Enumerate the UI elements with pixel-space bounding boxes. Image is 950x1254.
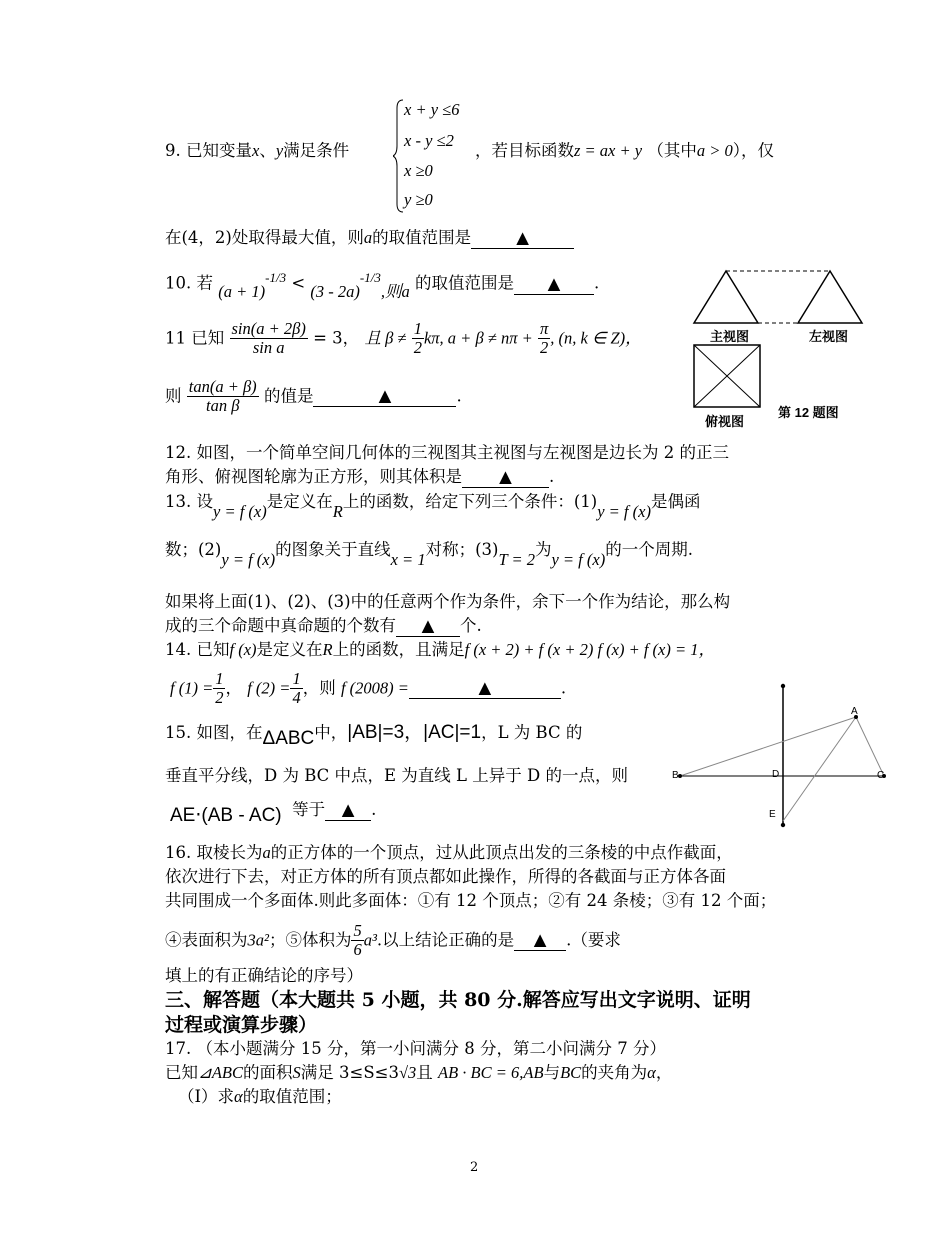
q15-line1: 15. 如图，在ΔABC中，|AB|=3，|AC|=1，L 为 BC 的	[165, 722, 583, 749]
answer-blank: ▲	[325, 800, 371, 821]
answer-blank: ▲	[396, 616, 460, 637]
q16-line4: ④表面积为3a²；⑤体积为 $\frac{5}{6}$ a³.以上结论正确的是 ▲ .（要求	[165, 921, 621, 959]
answer-blank: ▲	[514, 274, 594, 295]
q15-line2: 垂直平分线，D 为 BC 中点，E 为直线 L 上异于 D 的一点，则	[165, 766, 628, 785]
q16-line2: 依次进行下去，对正方体的所有顶点都如此操作，所得的各截面与正方体各面	[165, 867, 726, 886]
front-view-label: 主视图	[710, 329, 750, 344]
q15-line3: AE⋅(AB - AC) 等于 ▲ .	[170, 800, 377, 826]
left-view-label: 左视图	[809, 329, 849, 344]
answer-blank: ▲	[462, 467, 549, 488]
constraint-3: x ≥0	[404, 161, 433, 180]
q12-line1: 12. 如图，一个简单空间几何体的三视图其主视图与左视图是边长为 2 的正三	[165, 443, 729, 462]
q9-line1-tail: ，若目标函数z = ax + y （其中a > 0），仅	[475, 141, 774, 160]
answer-blank: ▲	[409, 678, 561, 699]
q16-line1: 16. 取棱长为a的正方体的一个顶点，过从此顶点出发的三条棱的中点作截面，	[165, 843, 733, 862]
q16-line3: 共同围成一个多面体.则此多面体：①有 12 个顶点；②有 24 条棱；③有 12 个面；	[165, 891, 777, 910]
q11-line1: 11 已知 $\frac{\sin(a + 2\beta)}{\text{sin a}}$ = 3， 且 β ≠ $\frac{1}{2}$ kπ, a + β ≠ nπ + $\frac{\pi}{2}$ , (n, k ∈ Z)，	[165, 319, 642, 357]
constraint-1: x + y ≤6	[404, 100, 460, 119]
constraint-4: y ≥0	[404, 190, 433, 209]
q17-head: 17. （本小题满分 15 分，第一小问满分 8 分，第二小问满分 7 分）	[165, 1039, 666, 1058]
q13-line4: 成的三个命题中真命题的个数有 ▲ 个.	[165, 616, 482, 635]
answer-blank: ▲	[471, 228, 574, 249]
point-d-label: D	[772, 769, 780, 780]
q14-line1: 14. 已知f (x)是定义在R上的函数，且满足f (x + 2) + f (x + 2) f (x) + f (x) = 1，	[165, 640, 716, 659]
q11-line2: 则 $\frac{\tan(a + \beta)}{\text{tan β}}$ 的值是 ▲ .	[165, 377, 462, 415]
section-heading-2: 过程或演算步骤）	[165, 1014, 318, 1036]
top-view-label: 俯视图	[705, 414, 745, 429]
triangle-figure	[670, 680, 900, 850]
q9-line1: 9. 已知变量x、y满足条件	[165, 141, 350, 160]
q16-line5: 填上的有正确结论的序号）	[165, 966, 363, 985]
q14-line2: f (1) = $\frac{1}{2}$ ， f (2) = $\frac{1}{4}$ ，则 f (2008) = ▲ .	[170, 669, 567, 707]
section-heading: 三、解答题（本大题共 5 小题，共 80 分.解答应写出文字说明、证明	[165, 989, 751, 1011]
q13-line1: 13. 设y = f (x)是定义在R上的函数，给定下列三个条件：(1)y = f (x)是偶函	[165, 492, 701, 521]
q10-line: 10. 若 $(a + 1)^{-1/3} < (3 - 2a)^{-1/3}$,则a 的取值范围是 ▲ .	[165, 270, 600, 301]
point-a-label: A	[851, 706, 858, 717]
q17-part1: （Ⅰ）求α的取值范围；	[178, 1087, 342, 1106]
answer-blank: ▲	[514, 930, 566, 951]
q9-line2: 在(4，2)处取得最大值，则a的取值范围是 ▲	[165, 228, 574, 249]
point-e-label: E	[769, 809, 776, 820]
constraint-2: x - y ≤2	[404, 131, 454, 150]
figure-caption: 第 12 题图	[778, 405, 839, 420]
point-b-label: B	[672, 770, 679, 781]
q13-line2: 数；(2)y = f (x)的图象关于直线x = 1对称；(3)T = 2为y = f (x)的一个周期.	[165, 540, 693, 569]
answer-blank: ▲	[313, 386, 456, 407]
q12-line2: 角形、俯视图轮廓为正方形，则其体积是 ▲ .	[165, 467, 555, 486]
q17-line1: 已知⊿ABC的面积S满足 3≤S≤3√3且 AB · BC = 6,AB与BC的夹角为α，	[165, 1063, 673, 1082]
point-c-label: C	[877, 770, 885, 781]
page-number: 2	[470, 1160, 479, 1175]
q13-line3: 如果将上面(1)、(2)、(3)中的任意两个作为条件，余下一个作为结论，那么构	[165, 592, 731, 611]
